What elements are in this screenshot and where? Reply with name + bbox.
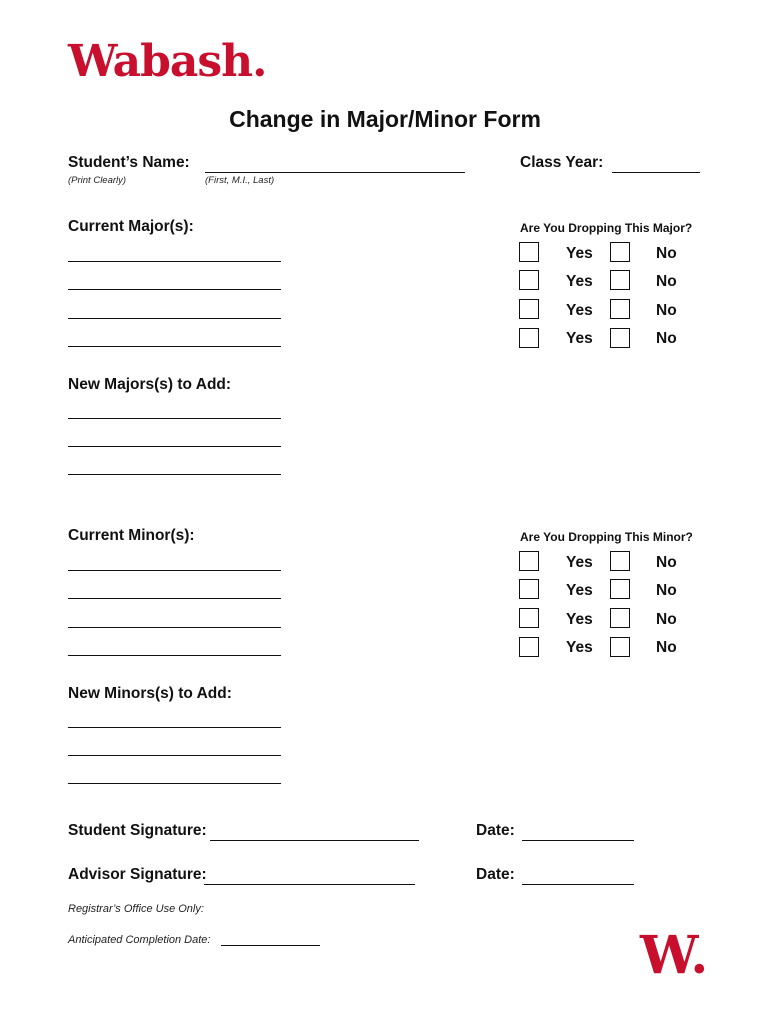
advisor-signature-field[interactable] (204, 884, 415, 885)
current-major-field[interactable] (68, 318, 281, 319)
new-minors-label: New Minors(s) to Add: (68, 685, 232, 702)
form-title: Change in Major/Minor Form (229, 106, 541, 132)
drop-minor-yes-checkbox[interactable] (519, 551, 539, 571)
yes-label: Yes (566, 611, 593, 628)
drop-major-no-checkbox[interactable] (610, 299, 630, 319)
drop-major-yes-checkbox[interactable] (519, 299, 539, 319)
student-date-field[interactable] (522, 840, 634, 841)
name-format-hint: (First, M.I., Last) (205, 175, 275, 186)
no-label: No (656, 554, 677, 571)
current-minor-field[interactable] (68, 570, 281, 571)
drop-minor-question: Are You Dropping This Minor? (520, 530, 693, 544)
no-label: No (656, 302, 677, 319)
drop-minor-yes-checkbox[interactable] (519, 579, 539, 599)
advisor-date-label: Date: (476, 866, 515, 883)
yes-label: Yes (566, 273, 593, 290)
wabash-w-logo: W. (640, 925, 709, 986)
no-label: No (656, 582, 677, 599)
new-major-field[interactable] (68, 446, 281, 447)
new-minor-field[interactable] (68, 783, 281, 784)
drop-minor-no-checkbox[interactable] (610, 579, 630, 599)
no-label: No (656, 245, 677, 262)
anticipated-completion-label: Anticipated Completion Date: (68, 934, 211, 946)
drop-minor-yes-checkbox[interactable] (519, 608, 539, 628)
current-minors-label: Current Minor(s): (68, 527, 195, 544)
no-label: No (656, 611, 677, 628)
yes-label: Yes (566, 330, 593, 347)
new-minor-field[interactable] (68, 755, 281, 756)
new-minor-field[interactable] (68, 727, 281, 728)
current-minor-field[interactable] (68, 598, 281, 599)
yes-label: Yes (566, 554, 593, 571)
yes-label: Yes (566, 639, 593, 656)
current-minor-field[interactable] (68, 655, 281, 656)
current-major-field[interactable] (68, 289, 281, 290)
class-year-label: Class Year: (520, 154, 604, 171)
drop-major-question: Are You Dropping This Major? (520, 221, 693, 235)
student-name-field[interactable] (205, 172, 465, 173)
drop-major-no-checkbox[interactable] (610, 328, 630, 348)
drop-major-yes-checkbox[interactable] (519, 270, 539, 290)
student-date-label: Date: (476, 822, 515, 839)
drop-major-no-checkbox[interactable] (610, 270, 630, 290)
no-label: No (656, 330, 677, 347)
new-major-field[interactable] (68, 418, 281, 419)
drop-minor-no-checkbox[interactable] (610, 551, 630, 571)
new-major-field[interactable] (68, 474, 281, 475)
drop-major-yes-checkbox[interactable] (519, 242, 539, 262)
no-label: No (656, 273, 677, 290)
advisor-signature-label: Advisor Signature: (68, 866, 207, 883)
advisor-date-field[interactable] (522, 884, 634, 885)
wabash-logo: Wabash. (68, 36, 267, 87)
yes-label: Yes (566, 245, 593, 262)
current-major-field[interactable] (68, 346, 281, 347)
current-minor-field[interactable] (68, 627, 281, 628)
student-name-label: Student’s Name: (68, 154, 190, 171)
registrar-office-label: Registrar’s Office Use Only: (68, 903, 204, 915)
student-signature-field[interactable] (210, 840, 419, 841)
anticipated-completion-field[interactable] (221, 945, 320, 946)
student-signature-label: Student Signature: (68, 822, 207, 839)
drop-minor-no-checkbox[interactable] (610, 608, 630, 628)
current-major-field[interactable] (68, 261, 281, 262)
drop-major-no-checkbox[interactable] (610, 242, 630, 262)
class-year-field[interactable] (612, 172, 700, 173)
drop-minor-no-checkbox[interactable] (610, 637, 630, 657)
print-clearly-hint: (Print Clearly) (68, 175, 127, 186)
new-majors-label: New Majors(s) to Add: (68, 376, 232, 393)
no-label: No (656, 639, 677, 656)
yes-label: Yes (566, 582, 593, 599)
drop-major-yes-checkbox[interactable] (519, 328, 539, 348)
yes-label: Yes (566, 302, 593, 319)
current-majors-label: Current Major(s): (68, 218, 194, 235)
drop-minor-yes-checkbox[interactable] (519, 637, 539, 657)
